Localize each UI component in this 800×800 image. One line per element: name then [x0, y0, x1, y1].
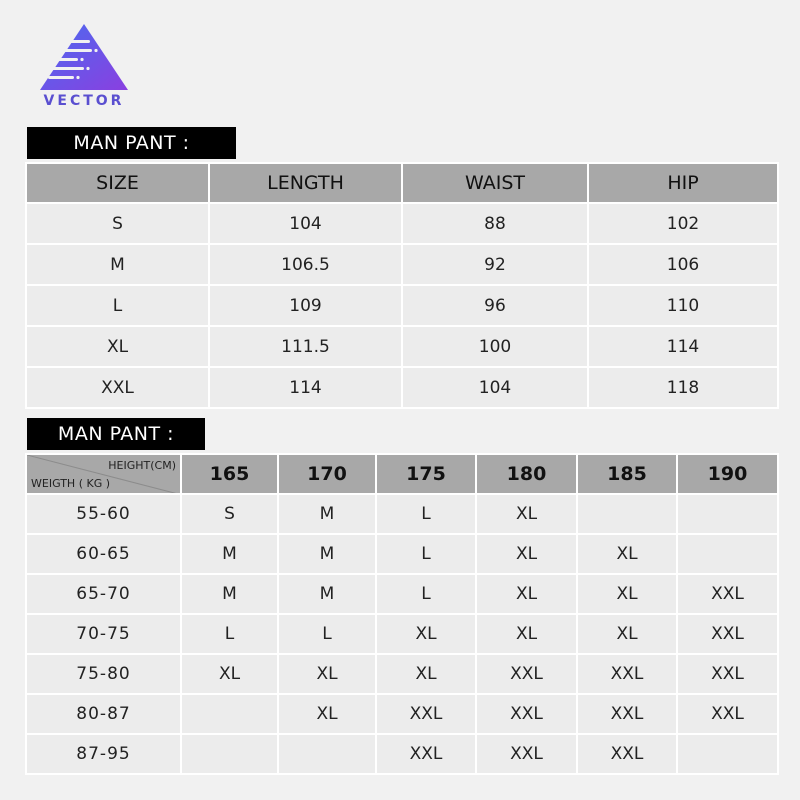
size-cell: XL [181, 654, 278, 694]
weight-range-cell: 60-65 [26, 534, 181, 574]
table-row [26, 534, 778, 574]
weight-axis-label: WEIGTH ( KG ) [31, 477, 111, 490]
size-cell [677, 534, 778, 574]
table-row [26, 244, 778, 285]
size-cell: XXL [577, 654, 677, 694]
size-cell: M [181, 574, 278, 614]
size-cell: XXL [476, 654, 577, 694]
height-header: 190 [677, 454, 778, 494]
weight-range-cell: 75-80 [26, 654, 181, 694]
size-cell: XL [476, 614, 577, 654]
waist-cell: 100 [402, 326, 588, 367]
size-cell: M [278, 574, 376, 614]
table-row [26, 694, 778, 734]
height-header: 185 [577, 454, 677, 494]
size-cell: L [26, 285, 209, 326]
size-cell: XXL [376, 734, 476, 774]
size-cell: XL [26, 326, 209, 367]
size-cell: XL [476, 534, 577, 574]
length-cell: 114 [209, 367, 402, 408]
header-waist: WAIST [402, 163, 588, 203]
weight-range-cell: 80-87 [26, 694, 181, 734]
height-header: 170 [278, 454, 376, 494]
size-cell: XXL [577, 734, 677, 774]
table-row [26, 326, 778, 367]
table-row [26, 574, 778, 614]
waist-cell: 104 [402, 367, 588, 408]
logo-triangle-icon [38, 22, 130, 92]
size-cell [278, 734, 376, 774]
table-row [26, 614, 778, 654]
table-row [26, 494, 778, 534]
hip-cell: 110 [588, 285, 778, 326]
height-header: 180 [476, 454, 577, 494]
table-row [26, 734, 778, 774]
size-chart-label: MAN PANT : [27, 127, 236, 159]
size-cell: XL [577, 614, 677, 654]
table-header-row [26, 454, 778, 494]
table-row [26, 654, 778, 694]
header-hip: HIP [588, 163, 778, 203]
size-cell [677, 494, 778, 534]
height-weight-fit-table [25, 453, 779, 775]
size-cell: L [376, 494, 476, 534]
size-cell: XXL [476, 734, 577, 774]
size-cell: XL [278, 694, 376, 734]
weight-range-cell: 70-75 [26, 614, 181, 654]
size-cell: M [278, 534, 376, 574]
size-cell: S [26, 203, 209, 244]
brand-name: VECTOR [43, 93, 125, 109]
table-row [26, 285, 778, 326]
weight-range-cell: 87-95 [26, 734, 181, 774]
size-measurement-table [25, 162, 779, 409]
height-header: 165 [181, 454, 278, 494]
size-cell: L [278, 614, 376, 654]
table-row [26, 203, 778, 244]
size-cell: S [181, 494, 278, 534]
size-cell: M [278, 494, 376, 534]
size-cell: XL [577, 534, 677, 574]
table-row [26, 367, 778, 408]
size-cell: XXL [677, 654, 778, 694]
hip-cell: 102 [588, 203, 778, 244]
size-cell: L [376, 574, 476, 614]
size-cell: XL [476, 574, 577, 614]
size-cell: XL [376, 654, 476, 694]
waist-cell: 88 [402, 203, 588, 244]
waist-cell: 92 [402, 244, 588, 285]
length-cell: 104 [209, 203, 402, 244]
size-cell: XXL [677, 694, 778, 734]
size-cell: XL [476, 494, 577, 534]
size-cell: L [376, 534, 476, 574]
size-cell: M [181, 534, 278, 574]
length-cell: 106.5 [209, 244, 402, 285]
vector-logo [38, 22, 130, 112]
size-cell: XL [376, 614, 476, 654]
size-cell: XL [278, 654, 376, 694]
hip-cell: 106 [588, 244, 778, 285]
size-cell [181, 694, 278, 734]
size-cell: XXL [376, 694, 476, 734]
header-length: LENGTH [209, 163, 402, 203]
corner-header [26, 454, 181, 494]
height-header: 175 [376, 454, 476, 494]
length-cell: 111.5 [209, 326, 402, 367]
size-cell [677, 734, 778, 774]
length-cell: 109 [209, 285, 402, 326]
weight-range-cell: 65-70 [26, 574, 181, 614]
size-cell: XL [577, 574, 677, 614]
weight-range-cell: 55-60 [26, 494, 181, 534]
table-header-row [26, 163, 778, 203]
size-cell: L [181, 614, 278, 654]
size-cell [577, 494, 677, 534]
size-cell: XXL [677, 614, 778, 654]
size-cell: M [26, 244, 209, 285]
header-size: SIZE [26, 163, 209, 203]
height-axis-label: HEIGHT(CM) [108, 459, 176, 472]
hip-cell: 118 [588, 367, 778, 408]
size-cell: XXL [26, 367, 209, 408]
size-cell: XXL [577, 694, 677, 734]
hip-cell: 114 [588, 326, 778, 367]
waist-cell: 96 [402, 285, 588, 326]
size-cell [181, 734, 278, 774]
size-cell: XXL [677, 574, 778, 614]
size-cell: XXL [476, 694, 577, 734]
fit-chart-label: MAN PANT : [27, 418, 205, 450]
